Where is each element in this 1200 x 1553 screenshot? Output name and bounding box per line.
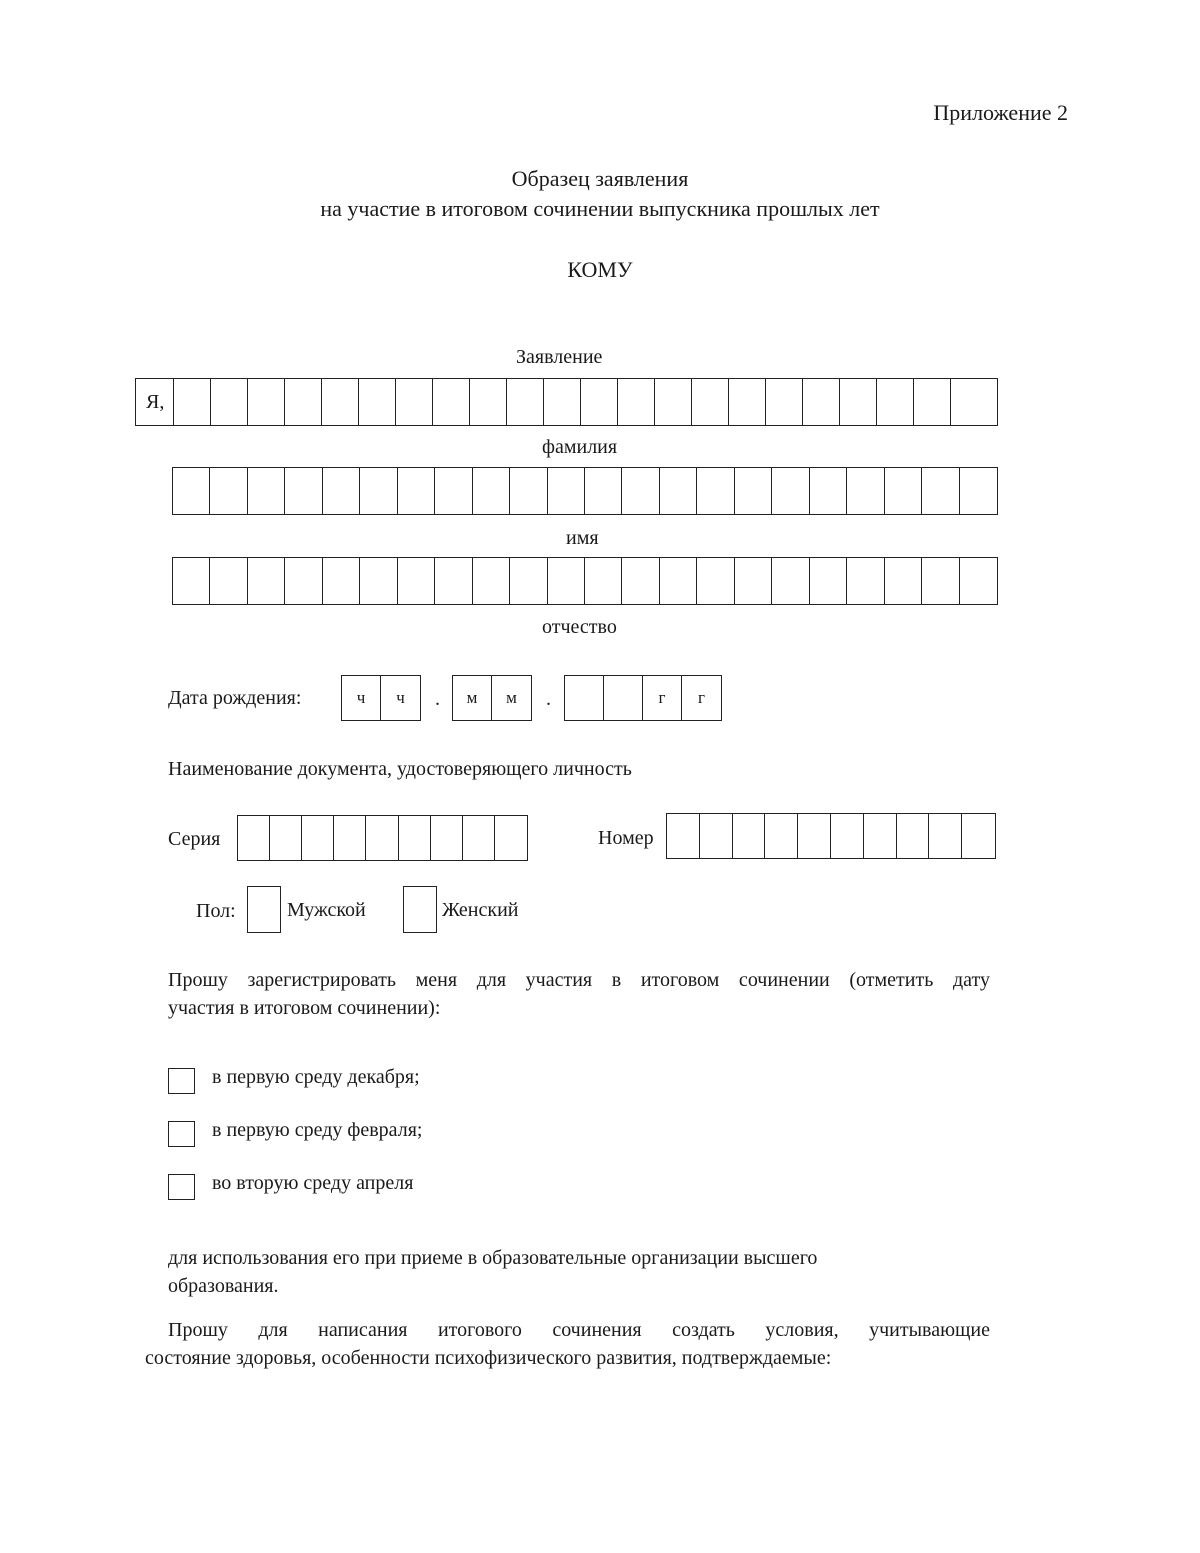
number-cell[interactable] <box>897 814 930 858</box>
number-cell[interactable] <box>700 814 733 858</box>
number-cell[interactable] <box>864 814 897 858</box>
birth-year-cell[interactable] <box>604 676 643 720</box>
first-name-grid[interactable] <box>172 467 998 515</box>
patronymic-label: отчество <box>542 616 617 638</box>
surname-label: фамилия <box>542 436 618 458</box>
patronymic-cell[interactable] <box>248 558 285 604</box>
first-name-cell[interactable] <box>435 468 472 514</box>
february-option-checkbox[interactable] <box>168 1121 195 1147</box>
date-separator: . <box>546 688 551 710</box>
patronymic-cell[interactable] <box>473 558 510 604</box>
december-option-checkbox[interactable] <box>168 1068 195 1094</box>
conditions-line2: состояние здоровья, особенности психофизического развития, подтверждаемые: <box>145 1347 832 1369</box>
first-name-cell[interactable] <box>360 468 397 514</box>
series-label: Серия <box>168 828 221 850</box>
id-document-label: Наименование документа, удостоверяющего личность <box>168 758 632 780</box>
birth-year-cell[interactable]: г <box>643 676 682 720</box>
birth-month-cell[interactable]: м <box>453 676 492 720</box>
patronymic-cell[interactable] <box>398 558 435 604</box>
birth-day-cell[interactable]: ч <box>396 688 405 707</box>
birth-day-grid[interactable] <box>341 675 421 721</box>
purpose-line2: образования. <box>168 1275 279 1297</box>
patronymic-cell[interactable] <box>922 558 959 604</box>
patronymic-cell[interactable] <box>960 558 997 604</box>
surname-cell[interactable] <box>396 379 433 425</box>
number-grid[interactable] <box>666 813 996 859</box>
patronymic-cell[interactable] <box>885 558 922 604</box>
first-name-cell[interactable] <box>248 468 285 514</box>
first-name-cell[interactable] <box>697 468 734 514</box>
first-name-cell[interactable] <box>622 468 659 514</box>
series-cell[interactable] <box>270 816 302 860</box>
series-cell[interactable] <box>302 816 334 860</box>
number-cell[interactable] <box>733 814 766 858</box>
surname-cell[interactable] <box>840 379 877 425</box>
patronymic-cell[interactable] <box>660 558 697 604</box>
birth-year-cell[interactable]: г <box>698 688 705 707</box>
first-name-cell[interactable] <box>772 468 809 514</box>
register-request-line2: участия в итоговом сочинении): <box>168 997 441 1019</box>
surname-cell[interactable] <box>433 379 470 425</box>
number-cell[interactable] <box>798 814 831 858</box>
patronymic-cell[interactable] <box>323 558 360 604</box>
series-cell[interactable] <box>334 816 366 860</box>
surname-cell[interactable] <box>618 379 655 425</box>
patronymic-cell[interactable] <box>173 558 210 604</box>
first-name-cell[interactable] <box>473 468 510 514</box>
recipient-label: КОМУ <box>567 257 633 282</box>
patronymic-cell[interactable] <box>772 558 809 604</box>
first-name-cell[interactable] <box>548 468 585 514</box>
surname-cell[interactable] <box>359 379 396 425</box>
patronymic-cell[interactable] <box>210 558 247 604</box>
surname-cell[interactable] <box>729 379 766 425</box>
first-name-label: имя <box>566 527 599 549</box>
first-name-cell[interactable] <box>810 468 847 514</box>
birth-month-grid[interactable] <box>452 675 532 721</box>
patronymic-cell[interactable] <box>810 558 847 604</box>
gender-male-checkbox[interactable] <box>247 886 281 933</box>
number-cell[interactable] <box>962 814 995 858</box>
patronymic-cell[interactable] <box>510 558 547 604</box>
gender-male-label: Мужской <box>287 899 366 921</box>
register-request-line1: Прошу зарегистрировать меня для участия в итоговом сочинении (отметить дату <box>168 969 990 991</box>
february-option-label: в первую среду февраля; <box>212 1119 423 1141</box>
surname-cell[interactable] <box>914 379 951 425</box>
first-name-cell[interactable] <box>735 468 772 514</box>
purpose-line1: для использования его при приеме в образовательные организации высшего <box>168 1247 818 1269</box>
surname-grid[interactable] <box>135 378 998 426</box>
april-option-checkbox[interactable] <box>168 1174 195 1200</box>
form-subtitle: на участие в итоговом сочинении выпускника прошлых лет <box>320 196 880 221</box>
number-cell[interactable] <box>765 814 798 858</box>
surname-cell[interactable] <box>803 379 840 425</box>
surname-cell[interactable] <box>544 379 581 425</box>
patronymic-cell[interactable] <box>548 558 585 604</box>
surname-cell[interactable] <box>211 379 248 425</box>
first-name-cell[interactable] <box>210 468 247 514</box>
form-title: Образец заявления <box>511 166 689 191</box>
patronymic-cell[interactable] <box>847 558 884 604</box>
surname-cell[interactable] <box>507 379 544 425</box>
series-cell[interactable] <box>366 816 398 860</box>
surname-cell[interactable] <box>692 379 729 425</box>
surname-cell[interactable] <box>877 379 914 425</box>
patronymic-cell[interactable] <box>735 558 772 604</box>
patronymic-cell[interactable] <box>622 558 659 604</box>
birth-year-cell[interactable] <box>565 676 604 720</box>
first-name-cell[interactable] <box>323 468 360 514</box>
gender-female-checkbox[interactable] <box>403 886 437 933</box>
patronymic-grid[interactable] <box>172 557 998 605</box>
statement-heading: Заявление <box>516 346 603 368</box>
conditions-line1: Прошу для написания итогового сочинения создать условия, учитывающие <box>168 1319 990 1341</box>
surname-cell[interactable] <box>174 379 211 425</box>
series-cell[interactable] <box>238 816 270 860</box>
gender-label: Пол: <box>196 900 236 922</box>
gender-female-label: Женский <box>442 899 519 921</box>
birth-day-cell[interactable]: ч <box>342 676 381 720</box>
surname-cell[interactable] <box>285 379 322 425</box>
first-name-cell[interactable] <box>660 468 697 514</box>
series-cell[interactable] <box>431 816 463 860</box>
date-separator: . <box>435 688 440 710</box>
first-name-cell[interactable] <box>398 468 435 514</box>
birth-year-grid[interactable] <box>564 675 722 721</box>
surname-cell[interactable] <box>322 379 359 425</box>
name-prefix: Я, <box>136 379 174 425</box>
patronymic-cell[interactable] <box>285 558 322 604</box>
appendix-label: Приложение 2 <box>933 100 1068 125</box>
surname-cell[interactable] <box>248 379 285 425</box>
birth-date-label: Дата рождения: <box>168 687 302 709</box>
series-cell[interactable] <box>463 816 495 860</box>
first-name-cell[interactable] <box>585 468 622 514</box>
first-name-cell[interactable] <box>885 468 922 514</box>
first-name-cell[interactable] <box>922 468 959 514</box>
patronymic-cell[interactable] <box>435 558 472 604</box>
number-cell[interactable] <box>667 814 700 858</box>
series-cell[interactable] <box>399 816 431 860</box>
first-name-cell[interactable] <box>285 468 322 514</box>
december-option-label: в первую среду декабря; <box>212 1066 420 1088</box>
first-name-cell[interactable] <box>510 468 547 514</box>
number-label: Номер <box>598 827 654 849</box>
surname-cell[interactable] <box>581 379 618 425</box>
number-cell[interactable] <box>831 814 864 858</box>
surname-cell[interactable] <box>951 379 988 425</box>
patronymic-cell[interactable] <box>697 558 734 604</box>
april-option-label: во вторую среду апреля <box>212 1172 414 1194</box>
surname-cell[interactable] <box>655 379 692 425</box>
surname-cell[interactable] <box>766 379 803 425</box>
patronymic-cell[interactable] <box>360 558 397 604</box>
patronymic-cell[interactable] <box>585 558 622 604</box>
first-name-cell[interactable] <box>847 468 884 514</box>
birth-month-cell[interactable]: м <box>506 688 517 707</box>
first-name-cell[interactable] <box>960 468 997 514</box>
series-grid[interactable] <box>237 815 528 861</box>
first-name-cell[interactable] <box>173 468 210 514</box>
surname-cell[interactable] <box>470 379 507 425</box>
series-cell[interactable] <box>495 816 527 860</box>
number-cell[interactable] <box>929 814 962 858</box>
